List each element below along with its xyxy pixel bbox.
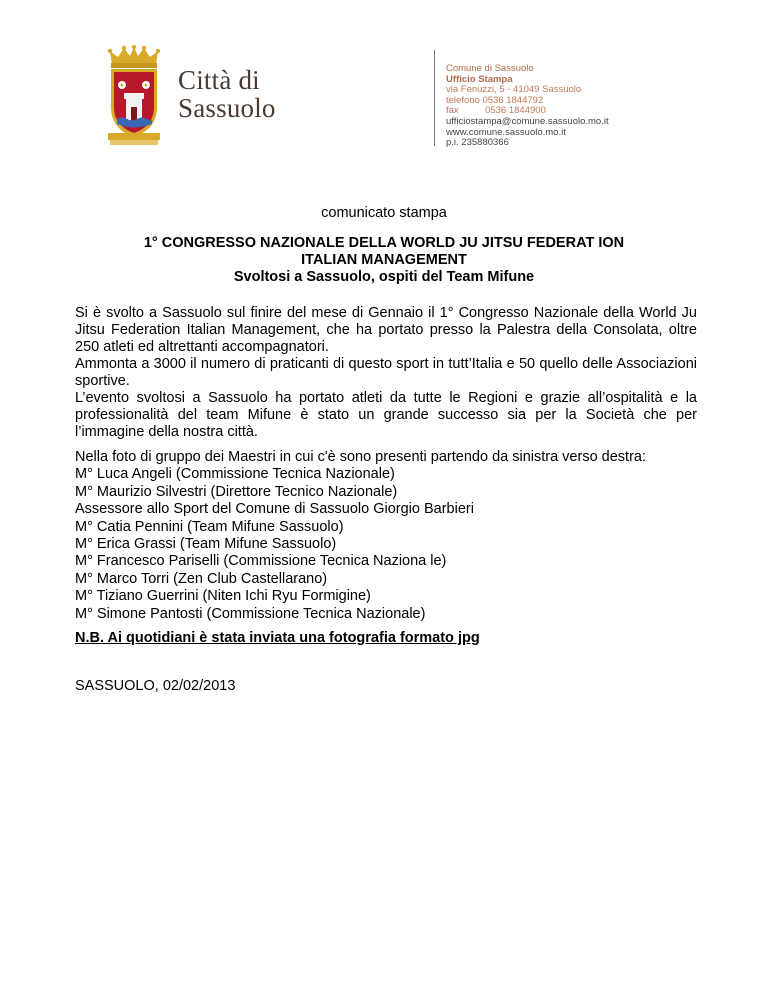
list-item: M° Luca Angeli (Commissione Tecnica Nazionale) — [75, 466, 395, 483]
city-crest-logo — [104, 45, 164, 147]
office-name: Ufficio Stampa — [446, 73, 513, 85]
office-vat: p.i. 235880366 — [446, 137, 509, 149]
office-address: via Fenuzzi, 5 - 41049 Sassuolo — [446, 84, 582, 96]
paragraph-2: Ammonta a 3000 il numero di praticanti di questo sport in tutt’Italia e 50 quello delle Associazioni sportive. — [75, 356, 697, 389]
city-name-line2: Sassuolo — [178, 93, 276, 123]
document-title — [0, 235, 768, 286]
title-line3: Svoltosi a Sassuolo, ospiti del Team Mifune — [233, 269, 535, 285]
body-text — [75, 305, 697, 441]
city-name-line1: Città di — [178, 65, 260, 95]
list-item: M° Francesco Pariselli (Commissione Tecnica Naziona le) — [75, 553, 447, 570]
title-line2: ITALIAN MANAGEMENT — [301, 252, 467, 268]
people-list — [75, 449, 646, 623]
list-intro: Nella foto di gruppo dei Maestri in cui c'è sono presenti partendo da sinistra verso destra: — [75, 449, 646, 465]
list-item: M° Simone Pantosti (Commissione Tecnica Nazionale) — [75, 605, 426, 622]
paragraph-1: Si è svolto a Sassuolo sul finire del mese di Gennaio il 1° Congresso Nazionale della World Ju Jitsu Federation Italian Management, che ha portato presso la Palestra della Consolata, oltre 250 atleti ed altrettanti accompagnatori. — [75, 305, 697, 355]
list-item: M° Catia Pennini (Team Mifune Sassuolo) — [75, 518, 344, 535]
list-item: M° Tiziano Guerrini (Niten Ichi Ryu Formigine) — [75, 588, 371, 605]
document-type: comunicato stampa — [321, 205, 447, 221]
office-phone: telefono 0536 1844792 — [446, 94, 544, 106]
list-item: M° Maurizio Silvestri (Direttore Tecnico Nazionale) — [75, 483, 398, 500]
paragraph-3: L’evento svoltosi a Sassuolo ha portato atleti da tutte le Regioni e grazie all’ospitalità e la professionalità del team Mifune è stato un grande successo sia per la Società che per l’immagine della nostra città. — [75, 390, 697, 440]
office-website: www.comune.sassuolo.mo.it — [446, 126, 566, 138]
place-date: SASSUOLO, 02/02/2013 — [75, 678, 236, 694]
office-municipality: Comune di Sassuolo — [446, 63, 534, 74]
city-name — [178, 66, 276, 122]
list-item: M° Marco Torri (Zen Club Castellarano) — [75, 570, 328, 587]
office-fax: fax 0536 1844900 — [446, 105, 546, 117]
press-office-contacts — [446, 64, 609, 149]
list-item: Assessore allo Sport del Comune di Sassuolo Giorgio Barbieri — [75, 501, 474, 518]
office-email: ufficiostampa@comune.sassuolo.mo.it — [446, 115, 609, 127]
header-divider — [434, 50, 435, 146]
title-line1: 1° CONGRESSO NAZIONALE DELLA WORLD JU JITSU FEDERAT ION — [143, 235, 625, 251]
photo-note: N.B. Ai quotidiani è stata inviata una fotografia formato jpg — [75, 630, 480, 646]
list-item: M° Erica Grassi (Team Mifune Sassuolo) — [75, 536, 337, 553]
